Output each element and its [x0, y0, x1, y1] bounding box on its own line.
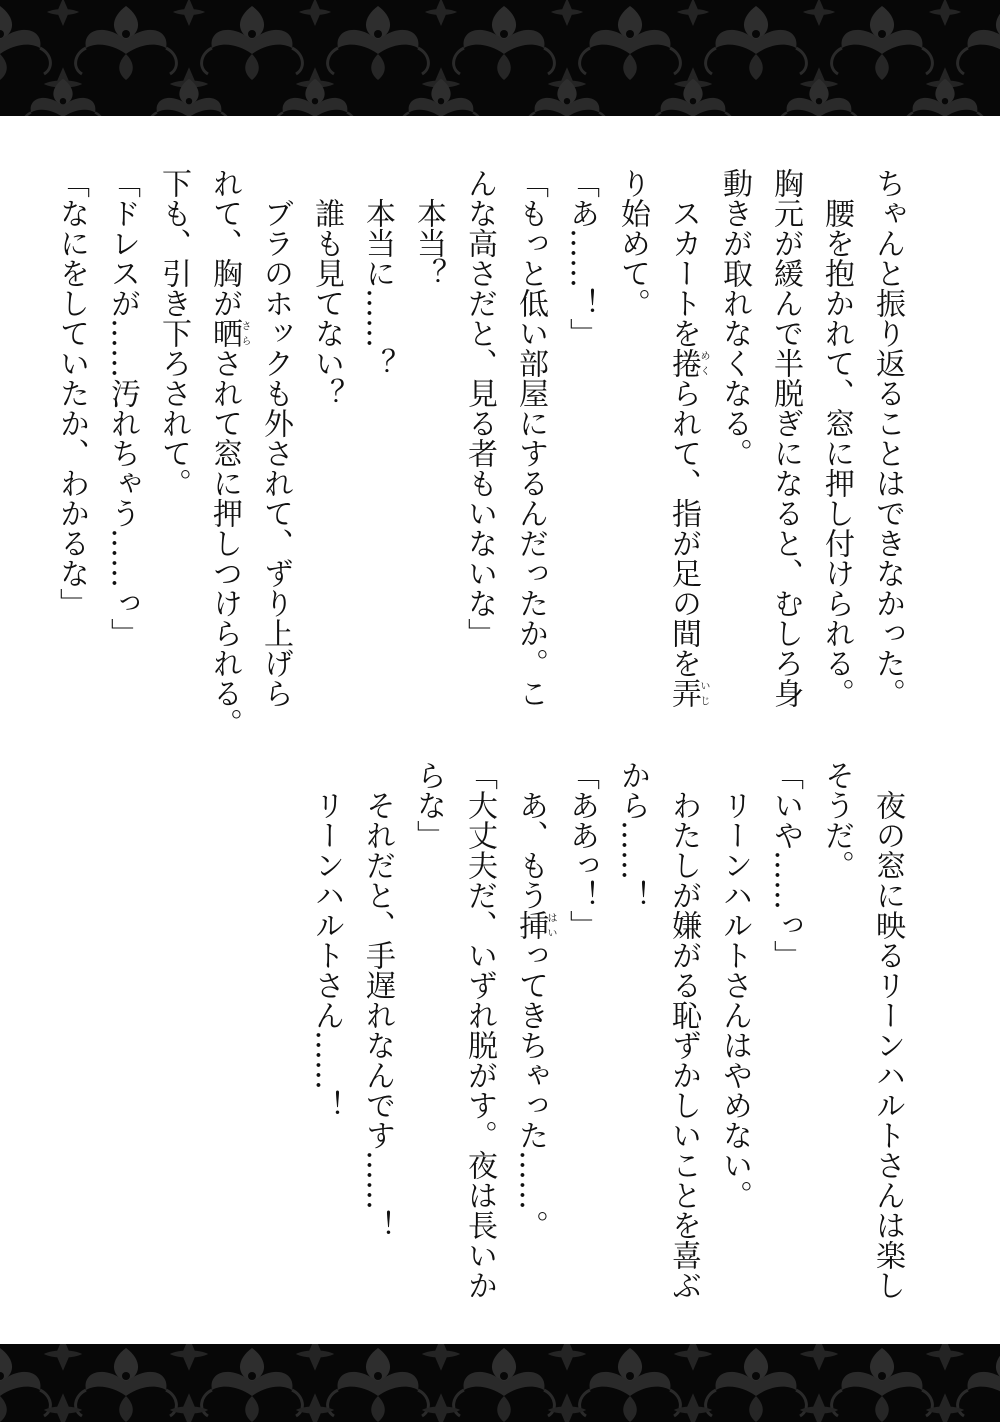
damask-flower-icon	[0, 1348, 50, 1422]
damask-flower-icon	[548, 1344, 586, 1371]
damask-flower-icon	[832, 1348, 933, 1422]
damask-flower-icon	[328, 1348, 429, 1422]
text-line: そうだ。	[819, 760, 854, 880]
damask-flower-icon	[929, 0, 961, 26]
damask-flower-icon	[706, 6, 807, 80]
damask-pattern-top	[0, 0, 1000, 116]
text-line: ちゃんと振り返ることはできなかった。	[870, 168, 905, 708]
damask-flower-icon	[202, 1348, 303, 1422]
damask-flower-icon	[170, 1344, 208, 1371]
damask-flower-icon	[401, 79, 482, 116]
damask-flower-icon	[958, 1348, 1000, 1422]
ruby-word: 挿はい	[513, 910, 556, 940]
damask-flower-icon	[653, 79, 734, 116]
damask-flower-icon	[76, 6, 177, 80]
damask-flower-icon	[328, 6, 429, 80]
damask-flower-icon	[580, 6, 681, 80]
damask-flower-icon	[527, 79, 608, 116]
damask-flower-icon	[425, 0, 457, 26]
text-line: リーンハルトさん……！	[309, 760, 344, 1120]
damask-flower-icon	[422, 1344, 460, 1371]
text-line: 胸元が緩んで半脱ぎになると、むしろ身	[768, 168, 803, 708]
ruby-word: 捲めく	[666, 348, 709, 378]
text-line: 本当に……？	[360, 168, 395, 378]
text-line: 「もっと低い部屋にするんだったか。こ	[513, 168, 548, 708]
text-line: 動きが取れなくなる。	[717, 168, 752, 468]
text-block-1	[46, 168, 913, 738]
damask-flower-icon	[551, 0, 583, 26]
text-line: わたしが嫌がる恥ずかしいことを喜ぶ	[666, 760, 701, 1300]
text-line: 「あ……！」	[564, 168, 599, 348]
damask-flower-icon	[202, 6, 303, 80]
damask-flower-icon	[454, 1348, 555, 1422]
text-line: 「いや……っ」	[768, 760, 803, 970]
damask-flower-icon	[779, 79, 860, 116]
text-line: 「大丈夫だ、いずれ脱がす。夜は長いか	[462, 760, 497, 1300]
damask-flower-icon	[149, 79, 230, 116]
damask-flower-icon	[299, 0, 331, 26]
damask-flower-icon	[958, 6, 1000, 80]
text-line-with-ruby: れて、胸が晒さらされて窓に押しつけられる。	[207, 168, 250, 738]
text-line: 「なにをしていたか、わかるな」	[54, 168, 89, 618]
damask-flower-icon	[803, 0, 835, 26]
damask-flower-icon	[580, 1348, 681, 1422]
text-line: 本当？	[411, 168, 446, 288]
text-line: 「ああっ！」	[564, 760, 599, 940]
damask-pattern-bottom	[0, 1344, 1000, 1422]
text-line-with-ruby: スカートを捲めくられて、指が足の間を弄いじ	[666, 168, 709, 708]
damask-flower-icon	[47, 0, 79, 26]
damask-flower-icon	[905, 79, 986, 116]
damask-flower-icon	[44, 1344, 82, 1371]
damask-flower-icon	[706, 1348, 807, 1422]
damask-flower-icon	[674, 1344, 712, 1371]
damask-flower-icon	[677, 0, 709, 26]
damask-flower-icon	[275, 79, 356, 116]
text-line: から……！	[615, 760, 650, 910]
ruby-word: 弄いじ	[666, 678, 709, 708]
top-ornament-band	[0, 0, 1000, 116]
damask-flower-icon	[926, 1344, 964, 1371]
text-line: 「ドレスが……汚れちゃう……っ」	[105, 168, 140, 648]
text-line: 夜の窓に映るリーンハルトさんは楽し	[870, 760, 905, 1300]
text-line: 誰も見てない？	[309, 168, 344, 408]
damask-flower-icon	[296, 1344, 334, 1371]
text-line: 下も、引き下ろされて。	[156, 168, 191, 498]
bottom-ornament-band	[0, 1344, 1000, 1422]
text-line: それだと、手遅れなんです……！	[360, 760, 395, 1240]
damask-flower-icon	[23, 79, 104, 116]
text-line: んな高さだと、見る者もいないな」	[462, 168, 497, 648]
text-line: ブラのホックも外されて、ずり上げら	[258, 168, 293, 708]
damask-flower-icon	[0, 6, 50, 80]
text-block-2	[301, 760, 913, 1320]
text-line: らな」	[411, 760, 446, 850]
text-line-with-ruby: あ、もう挿はいってきちゃった……。	[513, 760, 556, 1240]
damask-flower-icon	[76, 1348, 177, 1422]
damask-flower-icon	[173, 0, 205, 26]
ruby-word: 晒さら	[207, 318, 250, 348]
text-line: り始めて。	[615, 168, 650, 318]
damask-flower-icon	[832, 6, 933, 80]
text-line: 腰を抱かれて、窓に押し付けられる。	[819, 168, 854, 708]
damask-flower-icon	[454, 6, 555, 80]
text-line: リーンハルトさんはやめない。	[717, 760, 752, 1210]
damask-flower-icon	[800, 1344, 838, 1371]
